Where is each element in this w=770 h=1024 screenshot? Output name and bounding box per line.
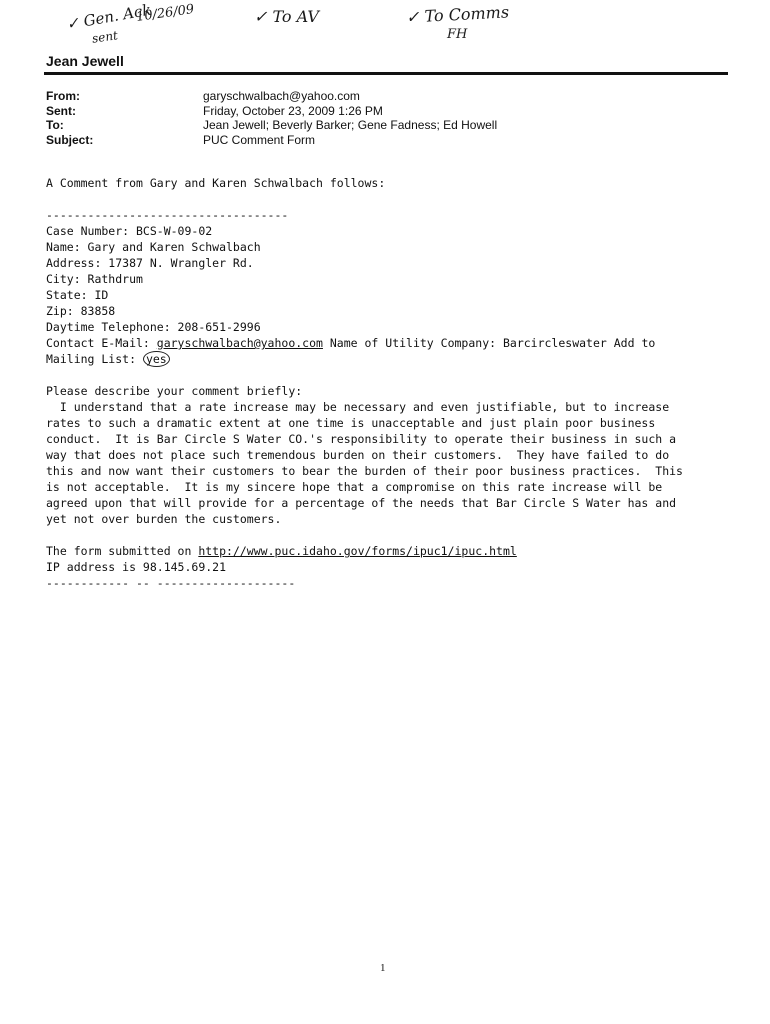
comment-line: way that does not place such tremendous burden on their customers. They have failed to do <box>46 448 670 462</box>
mailing-list-label: Mailing List: <box>46 352 143 366</box>
city-line: City: Rathdrum <box>46 272 143 286</box>
to-label: To: <box>46 118 64 132</box>
from-label: From: <box>46 89 80 103</box>
ip-address-line: IP address is 98.145.69.21 <box>46 560 227 574</box>
separator-bottom: ------------ -- -------------------- <box>46 576 296 590</box>
comment-line: conduct. It is Bar Circle S Water CO.'s responsibility to operate their business in such a <box>46 432 677 446</box>
handwritten-initials: FH <box>447 27 468 42</box>
separator-top: ----------------------------------- <box>46 208 289 222</box>
comment-line: is not acceptable. It is my sincere hope that a compromise on this rate increase will be <box>46 480 663 494</box>
mailing-list-line <box>46 352 170 366</box>
zip-line: Zip: 83858 <box>46 304 116 318</box>
from-value: garyschwalbach@yahoo.com <box>203 89 360 103</box>
sent-label: Sent: <box>46 103 76 118</box>
telephone-line: Daytime Telephone: 208-651-2996 <box>46 320 261 334</box>
intro-line: A Comment from Gary and Karen Schwalbach follows: <box>46 176 386 190</box>
header-divider <box>44 72 728 75</box>
name-line: Name: Gary and Karen Schwalbach <box>46 240 261 254</box>
handwritten-to-av-note: ✓ To AV <box>254 7 319 26</box>
sent-value: Friday, October 23, 2009 1:26 PM <box>203 103 383 118</box>
address-line: Address: 17387 N. Wrangler Rd. <box>46 256 254 270</box>
state-line: State: ID <box>46 288 109 302</box>
comment-line: I understand that a rate increase may be necessary and even justifiable, but to increase <box>46 400 670 414</box>
comment-line: this and now want their customers to bear the burden of their poor business practices. This <box>46 464 683 478</box>
submitted-line <box>46 544 517 558</box>
email-label: Contact E-Mail: <box>46 336 157 350</box>
contact-email-line <box>46 336 655 350</box>
mailing-list-circled-value: yes <box>143 351 170 367</box>
handwritten-to-comms-note: ✓ To Comms <box>405 2 510 27</box>
handwritten-ack-note: ✓ Gen. Ack <box>65 0 153 34</box>
utility-company-text: Name of Utility Company: Barcircleswater Add to <box>322 336 656 350</box>
comment-line: agreed upon that will provide for a percentage of the needs that Bar Circle S Water has and <box>46 496 677 510</box>
email-link[interactable]: garyschwalbach@yahoo.com <box>156 336 323 350</box>
case-number-line: Case Number: BCS-W-09-02 <box>46 224 213 238</box>
submitted-prefix: The form submitted on <box>46 544 199 558</box>
subject-value: PUC Comment Form <box>203 132 316 147</box>
page-number: 1 <box>380 962 386 974</box>
to-value: Jean Jewell; Beverly Barker; Gene Fadness; Ed Howell <box>203 118 498 132</box>
subject-label: Subject: <box>46 132 94 147</box>
form-url-link[interactable]: http://www.puc.idaho.gov/forms/ipuc1/ipuc.html <box>198 544 517 558</box>
handwritten-ack-date: 10/26/09 <box>135 2 196 25</box>
comment-prompt: Please describe your comment briefly: <box>46 384 303 398</box>
handwritten-sent-note: sent <box>91 28 119 46</box>
comment-line: yet not over burden the customers. <box>46 512 282 526</box>
sender-name: Jean Jewell <box>46 53 124 69</box>
comment-line: rates to such a dramatic extent at one time is unacceptable and just plain poor business <box>46 416 656 430</box>
